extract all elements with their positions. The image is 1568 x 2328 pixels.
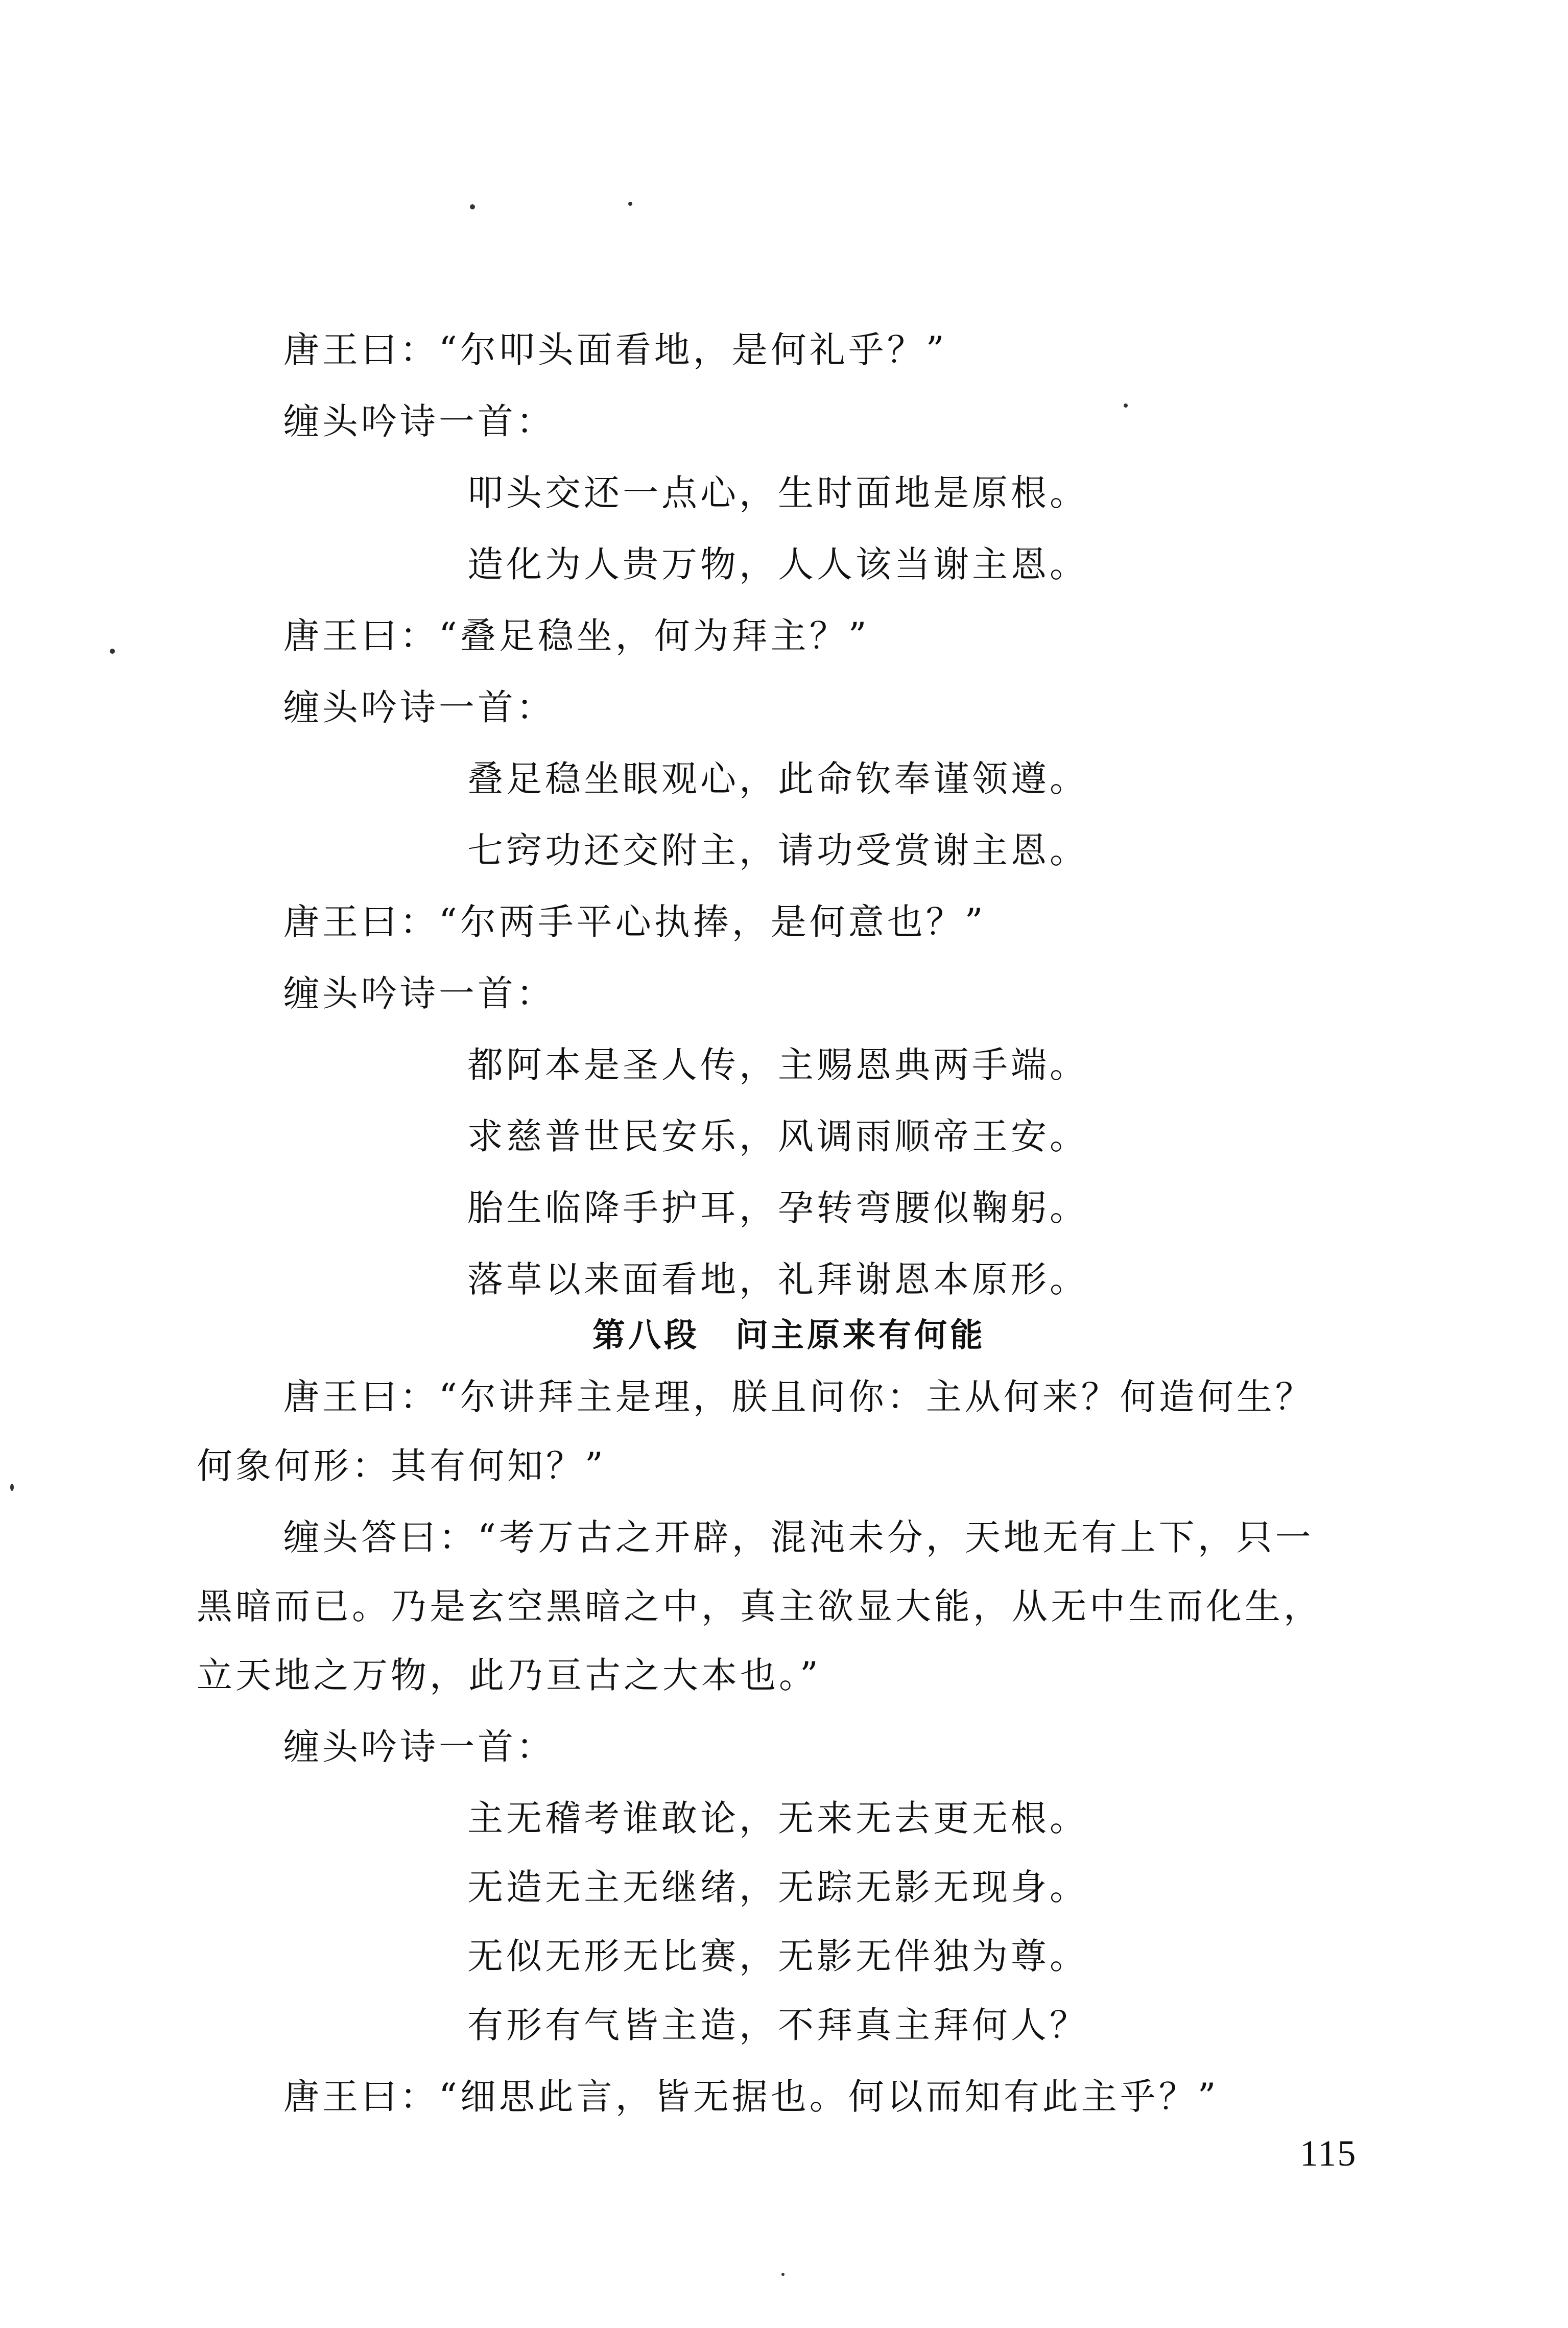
dialogue-line: 缠头吟诗一首： <box>283 1726 555 1768</box>
scan-speck <box>781 2273 785 2276</box>
dialogue-line: 唐王曰：“叠足稳坐，何为拜主？” <box>283 615 870 657</box>
poem-line: 主无稽考谁敢论，无来无去更无根。 <box>467 1797 1088 1839</box>
scan-speck <box>110 649 115 654</box>
poem-line: 落草以来面看地，礼拜谢恩本原形。 <box>467 1258 1088 1300</box>
dialogue-line: 缠头吟诗一首： <box>283 400 555 442</box>
poem-line: 造化为人贵万物，人人该当谢主恩。 <box>467 543 1088 585</box>
scan-speck <box>1124 403 1128 408</box>
dialogue-line: 缠头吟诗一首： <box>283 972 555 1014</box>
poem-line: 都阿本是圣人传，主赐恩典两手端。 <box>467 1044 1088 1086</box>
poem-line: 叠足稳坐眼观心，此命钦奉谨领遵。 <box>467 758 1088 800</box>
poem-line: 无似无形无比赛，无影无伴独为尊。 <box>467 1935 1088 1977</box>
scan-speck <box>470 204 475 209</box>
dialogue-line: 缠头吟诗一首： <box>283 686 555 728</box>
paragraph-line: 何象何形：其有何知？” <box>197 1445 606 1487</box>
poem-line: 有形有气皆主造，不拜真主拜何人？ <box>467 2004 1088 2046</box>
dialogue-line: 唐王曰：“尔两手平心执捧，是何意也？” <box>283 901 986 943</box>
poem-line: 无造无主无继绪，无踪无影无现身。 <box>467 1866 1088 1908</box>
dialogue-line: 唐王曰：“尔叩头面看地，是何礼乎？” <box>283 329 947 371</box>
paragraph-line: 立天地之万物，此乃亘古之大本也。” <box>197 1654 821 1696</box>
paragraph-line: 缠头答曰：“考万古之开辟，混沌未分，天地无有上下，只一 <box>283 1516 1314 1558</box>
section-heading: 第八段 问主原来有何能 <box>592 1317 986 1355</box>
dialogue-line: 唐王曰：“细思此言，皆无据也。何以而知有此主乎？” <box>283 2076 1219 2118</box>
page-number: 115 <box>1300 2133 1357 2174</box>
poem-line: 七窍功还交附主，请功受赏谢主恩。 <box>467 829 1088 871</box>
poem-line: 胎生临降手护耳，孕转弯腰似鞠躬。 <box>467 1187 1088 1229</box>
scan-speck <box>628 202 632 206</box>
poem-line: 叩头交还一点心，生时面地是原根。 <box>467 472 1088 514</box>
poem-line: 求慈普世民安乐，风调雨顺帝王安。 <box>467 1115 1088 1157</box>
paragraph-line: 黑暗而已。乃是玄空黑暗之中，真主欲显大能，从无中生而化生， <box>197 1585 1322 1627</box>
paragraph-line: 唐王曰：“尔讲拜主是理，朕且问你：主从何来？何造何生？ <box>283 1376 1314 1418</box>
scan-speck <box>10 1484 14 1491</box>
